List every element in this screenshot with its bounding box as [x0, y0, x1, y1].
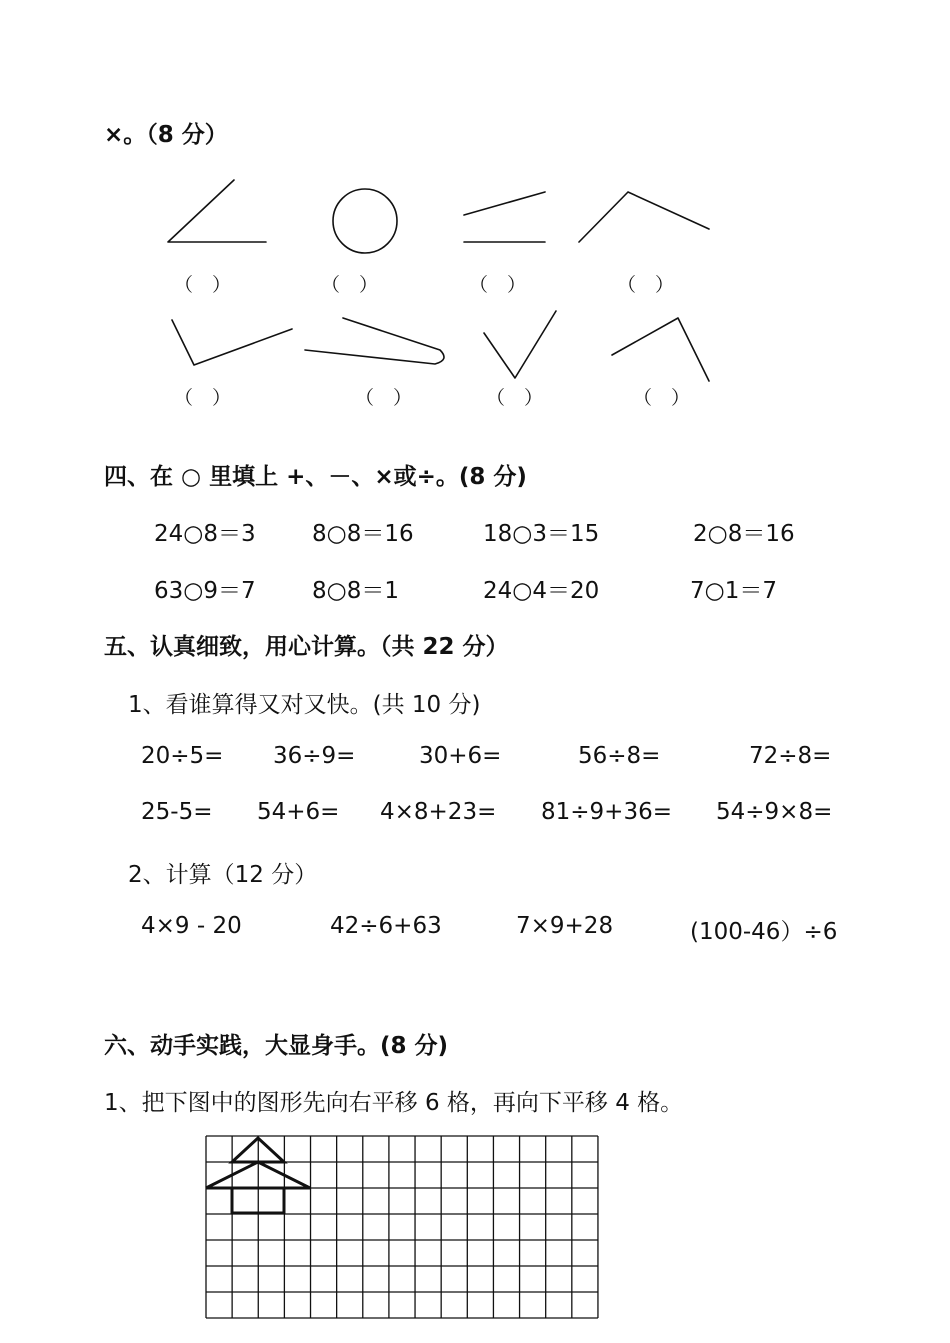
calc-2-4[interactable]: 81÷9+36= — [541, 799, 672, 825]
answer-paren-5[interactable]: （ ） — [174, 387, 232, 409]
calc-3-2[interactable]: 42÷6+63 — [330, 913, 442, 939]
section6-q1: 1、把下图中的图形先向右平移 6 格，再向下平移 4 格。 — [104, 1090, 684, 1116]
answer-paren-2[interactable]: （ ） — [321, 274, 379, 296]
calc-2-5[interactable]: 54÷9×8= — [716, 799, 833, 825]
calc-1-3[interactable]: 30+6= — [419, 743, 502, 769]
answer-paren-1[interactable]: （ ） — [174, 274, 232, 296]
calc-1-4[interactable]: 56÷8= — [578, 743, 661, 769]
fill-operator-8[interactable]: 7○1＝7 — [690, 578, 777, 604]
answer-paren-4[interactable]: （ ） — [617, 274, 675, 296]
section4-title: 四、在 ○ 里填上 +、－、×或÷。(8 分) — [104, 464, 527, 490]
fill-operator-7[interactable]: 24○4＝20 — [483, 578, 600, 604]
fill-operator-6[interactable]: 8○8＝1 — [312, 578, 399, 604]
calc-3-4[interactable]: (100-46）÷6 — [690, 919, 838, 945]
section3-heading-tail: ×。（8 分） — [104, 122, 228, 148]
section5-part1-title: 1、看谁算得又对又快。(共 10 分) — [128, 692, 481, 718]
fill-operator-3[interactable]: 18○3＝15 — [483, 521, 600, 547]
answer-paren-7[interactable]: （ ） — [486, 387, 544, 409]
calc-1-2[interactable]: 36÷9= — [273, 743, 356, 769]
fill-operator-1[interactable]: 24○8＝3 — [154, 521, 256, 547]
section5-title: 五、认真细致，用心计算。（共 22 分） — [104, 634, 509, 660]
section6-title: 六、动手实践，大显身手。(8 分) — [104, 1033, 449, 1059]
section5-part2-title: 2、计算（12 分） — [128, 862, 318, 888]
calc-1-5[interactable]: 72÷8= — [749, 743, 832, 769]
calc-2-3[interactable]: 4×8+23= — [380, 799, 497, 825]
calc-2-2[interactable]: 54+6= — [257, 799, 340, 825]
calc-3-3[interactable]: 7×9+28 — [516, 913, 614, 939]
answer-paren-8[interactable]: （ ） — [633, 387, 691, 409]
answer-paren-6[interactable]: （ ） — [355, 387, 413, 409]
fill-operator-2[interactable]: 8○8＝16 — [312, 521, 414, 547]
fill-operator-4[interactable]: 2○8＝16 — [693, 521, 795, 547]
fill-operator-5[interactable]: 63○9＝7 — [154, 578, 256, 604]
answer-paren-3[interactable]: （ ） — [469, 274, 527, 296]
calc-2-1[interactable]: 25-5= — [141, 799, 213, 825]
calc-3-1[interactable]: 4×9 - 20 — [141, 913, 242, 939]
calc-1-1[interactable]: 20÷5= — [141, 743, 224, 769]
